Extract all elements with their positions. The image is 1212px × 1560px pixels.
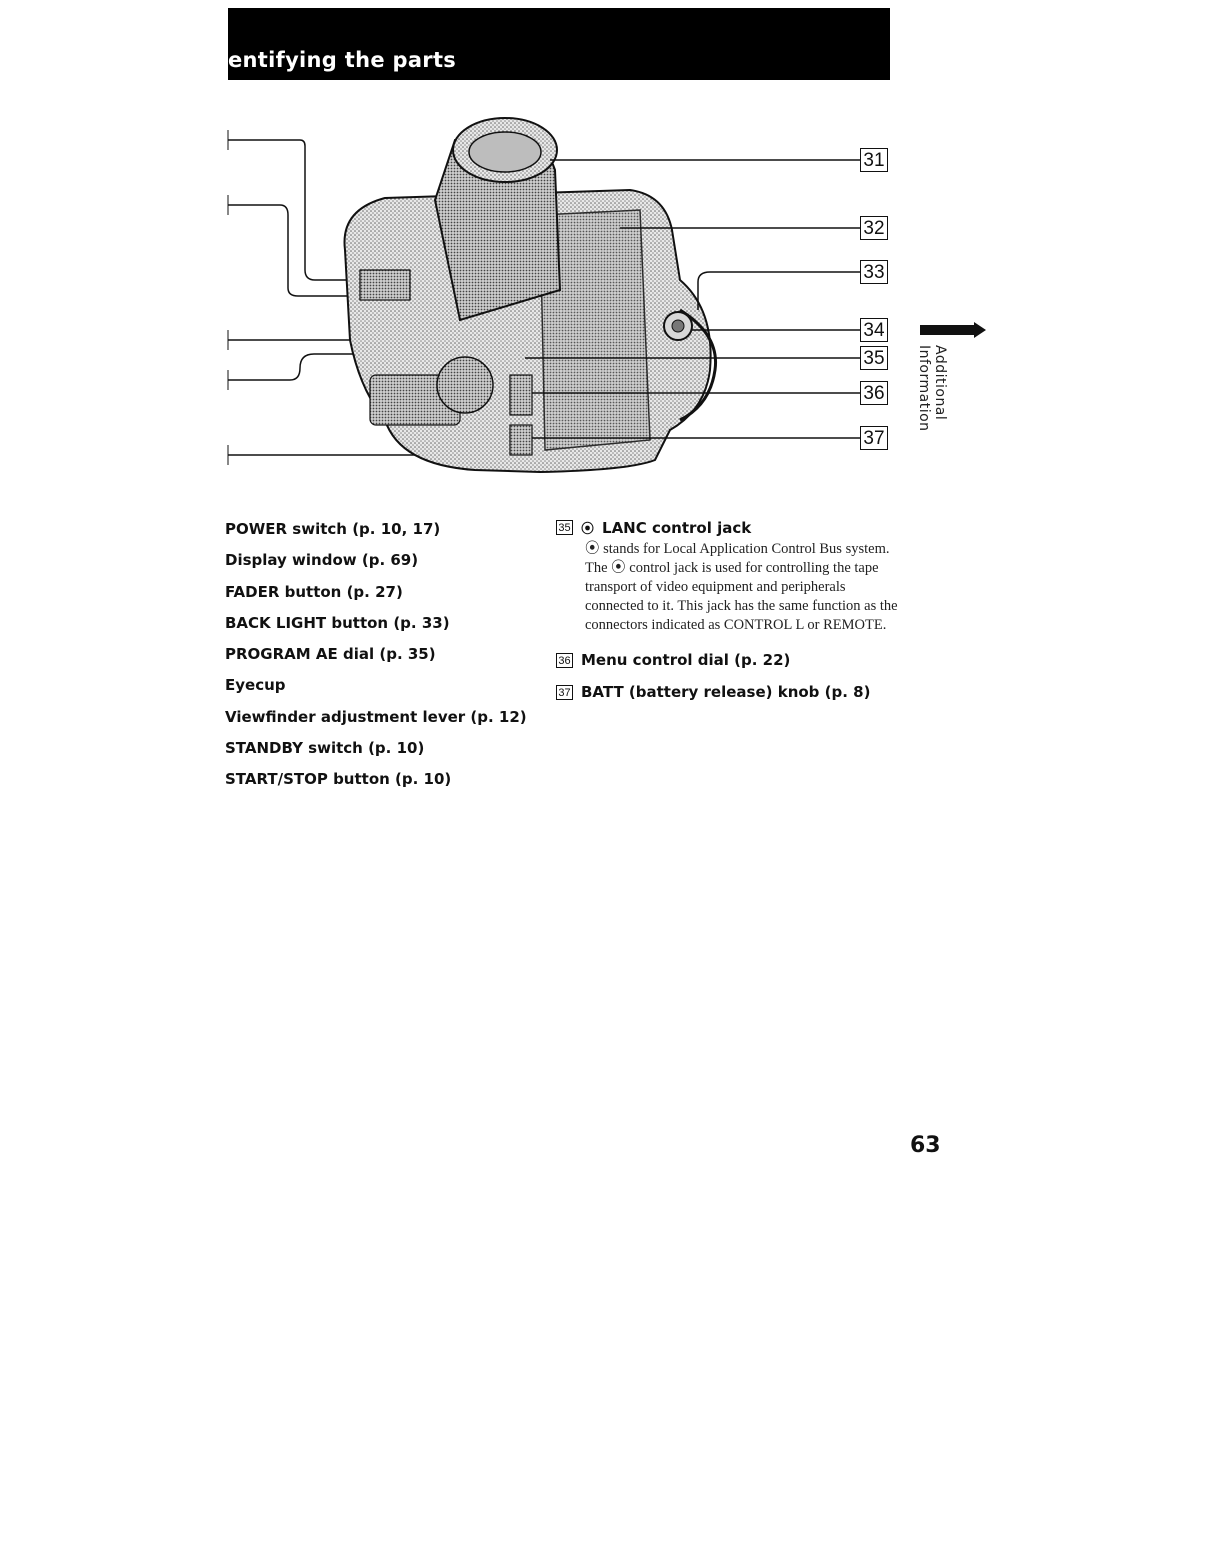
parts-list-right — [556, 518, 896, 701]
page-title: entifying the parts — [228, 48, 457, 72]
list-item: PROGRAM AE dial (p. 35) — [225, 645, 436, 664]
entry-batt-knob — [556, 683, 896, 701]
callout-31: 31 — [860, 148, 888, 172]
entry-number: 36 — [556, 653, 573, 668]
parts-list-left — [225, 515, 535, 797]
tab-arrow-icon — [920, 322, 986, 338]
list-item: Eyecup — [225, 676, 286, 695]
page-number: 63 — [910, 1133, 941, 1158]
entry-number: 35 — [556, 520, 573, 535]
list-item: STANDBY switch (p. 10) — [225, 739, 425, 758]
entry-menu-dial — [556, 651, 896, 669]
callout-35: 35 — [860, 346, 888, 370]
list-item: FADER button (p. 27) — [225, 582, 403, 601]
entry-title: LANC control jack — [602, 518, 752, 537]
callout-33: 33 — [860, 260, 888, 284]
entry-description: ⦿ stands for Local Application Control Bus system. The ⦿ control jack is used for controlling the tape transport of video equipment and peripherals connected to it. This jack has the same function as the connectors indicated as CONTROL L or REMOTE. — [585, 541, 898, 633]
callout-37: 37 — [860, 426, 888, 450]
header-bar — [228, 8, 890, 80]
list-item: POWER switch (p. 10, 17) — [225, 520, 441, 538]
camcorder-illustration — [210, 110, 910, 500]
callout-32: 32 — [860, 216, 888, 240]
side-tab-label: Additional Information — [916, 345, 948, 432]
lanc-icon: ⦿ — [581, 522, 595, 537]
list-item: Display window (p. 69) — [225, 551, 419, 570]
callout-34: 34 — [860, 318, 888, 342]
callout-36: 36 — [860, 381, 888, 405]
entry-number: 37 — [556, 685, 573, 700]
camcorder-figure — [210, 110, 910, 500]
entry-title: BATT (battery release) knob (p. 8) — [581, 683, 871, 701]
list-item: BACK LIGHT button (p. 33) — [225, 613, 450, 632]
entry-lanc-jack — [556, 518, 896, 635]
entry-title: Menu control dial (p. 22) — [581, 651, 791, 669]
list-item: START/STOP button (p. 10) — [225, 770, 452, 789]
list-item: Viewfinder adjustment lever (p. 12) — [225, 707, 527, 726]
